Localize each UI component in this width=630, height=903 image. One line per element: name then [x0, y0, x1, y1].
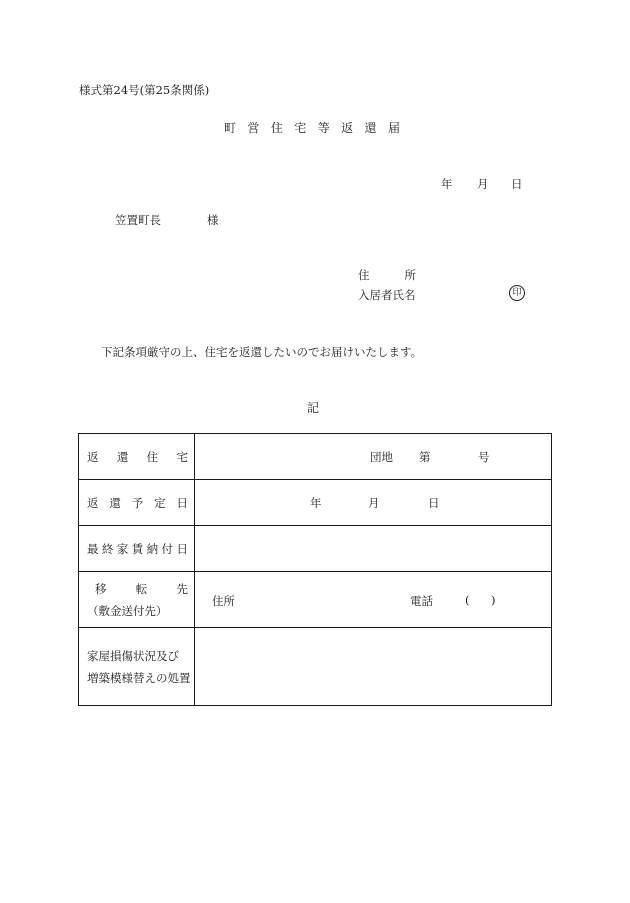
- damage-label-line1: 家屋損傷状況及び: [87, 648, 179, 663]
- paren-close: ): [491, 593, 496, 607]
- table-row: [79, 526, 552, 572]
- phone-label: 電話: [410, 594, 433, 608]
- document-title: [224, 119, 400, 136]
- date-month-label: 月: [477, 177, 489, 191]
- last-rent-date-field[interactable]: [195, 526, 552, 572]
- table-row: [79, 434, 552, 480]
- form-number: 様式第24号(第25条関係): [79, 83, 210, 97]
- title-char: 還: [364, 121, 377, 135]
- title-char: 等: [317, 121, 330, 135]
- return-day-label: 日: [428, 496, 440, 510]
- table-row: [79, 572, 552, 628]
- row-label-destination: 移 転 先 （敷金送付先）: [79, 572, 195, 628]
- title-char: 住: [270, 121, 283, 135]
- applicant-tenant-label: 入居者氏名: [358, 288, 416, 302]
- damage-label-line2: 増築模様替えの処置: [87, 670, 191, 685]
- addressee-name: 笠置町長: [115, 213, 161, 227]
- return-year-label: 年: [310, 496, 322, 510]
- applicant-address-label: [358, 267, 416, 283]
- ki-heading: 記: [307, 401, 320, 415]
- table-row: [79, 628, 552, 706]
- title-char: 町: [224, 121, 237, 135]
- destination-address-label: 住所: [212, 594, 235, 608]
- table-row: [79, 480, 552, 526]
- title-char: 宅: [294, 121, 307, 135]
- label-char: 所: [404, 268, 416, 282]
- row-label-last-rent: 最 終 家 賃 納 付 日: [79, 526, 195, 572]
- return-month-label: 月: [368, 496, 380, 510]
- title-char: 届: [387, 121, 400, 135]
- dai-label: 第: [419, 450, 431, 464]
- date-day-label: 日: [511, 177, 523, 191]
- row-label-return-date: 返 還 予 定 日: [79, 480, 195, 526]
- return-house-field[interactable]: [195, 434, 552, 480]
- title-char: 営: [247, 121, 260, 135]
- paren-open: (: [465, 593, 470, 607]
- row-label-damage: [79, 628, 195, 706]
- danchi-label: 団地: [370, 450, 393, 464]
- return-date-field[interactable]: [195, 480, 552, 526]
- destination-sub-label: （敷金送付先）: [87, 603, 168, 618]
- seal-mark-icon: 印: [509, 285, 525, 301]
- return-form-table: [78, 433, 552, 706]
- go-label: 号: [478, 450, 490, 464]
- date-year-label: 年: [441, 177, 453, 191]
- damage-field[interactable]: [195, 628, 552, 706]
- label-char: 住: [358, 268, 370, 282]
- title-char: 返: [341, 121, 354, 135]
- destination-field[interactable]: [195, 572, 552, 628]
- statement-text: 下記条項厳守の上、住宅を返還したいのでお届けいたします。: [101, 345, 423, 359]
- row-label-return-house: 返 還 住 宅: [79, 434, 195, 480]
- addressee-honorific: 様: [207, 213, 219, 227]
